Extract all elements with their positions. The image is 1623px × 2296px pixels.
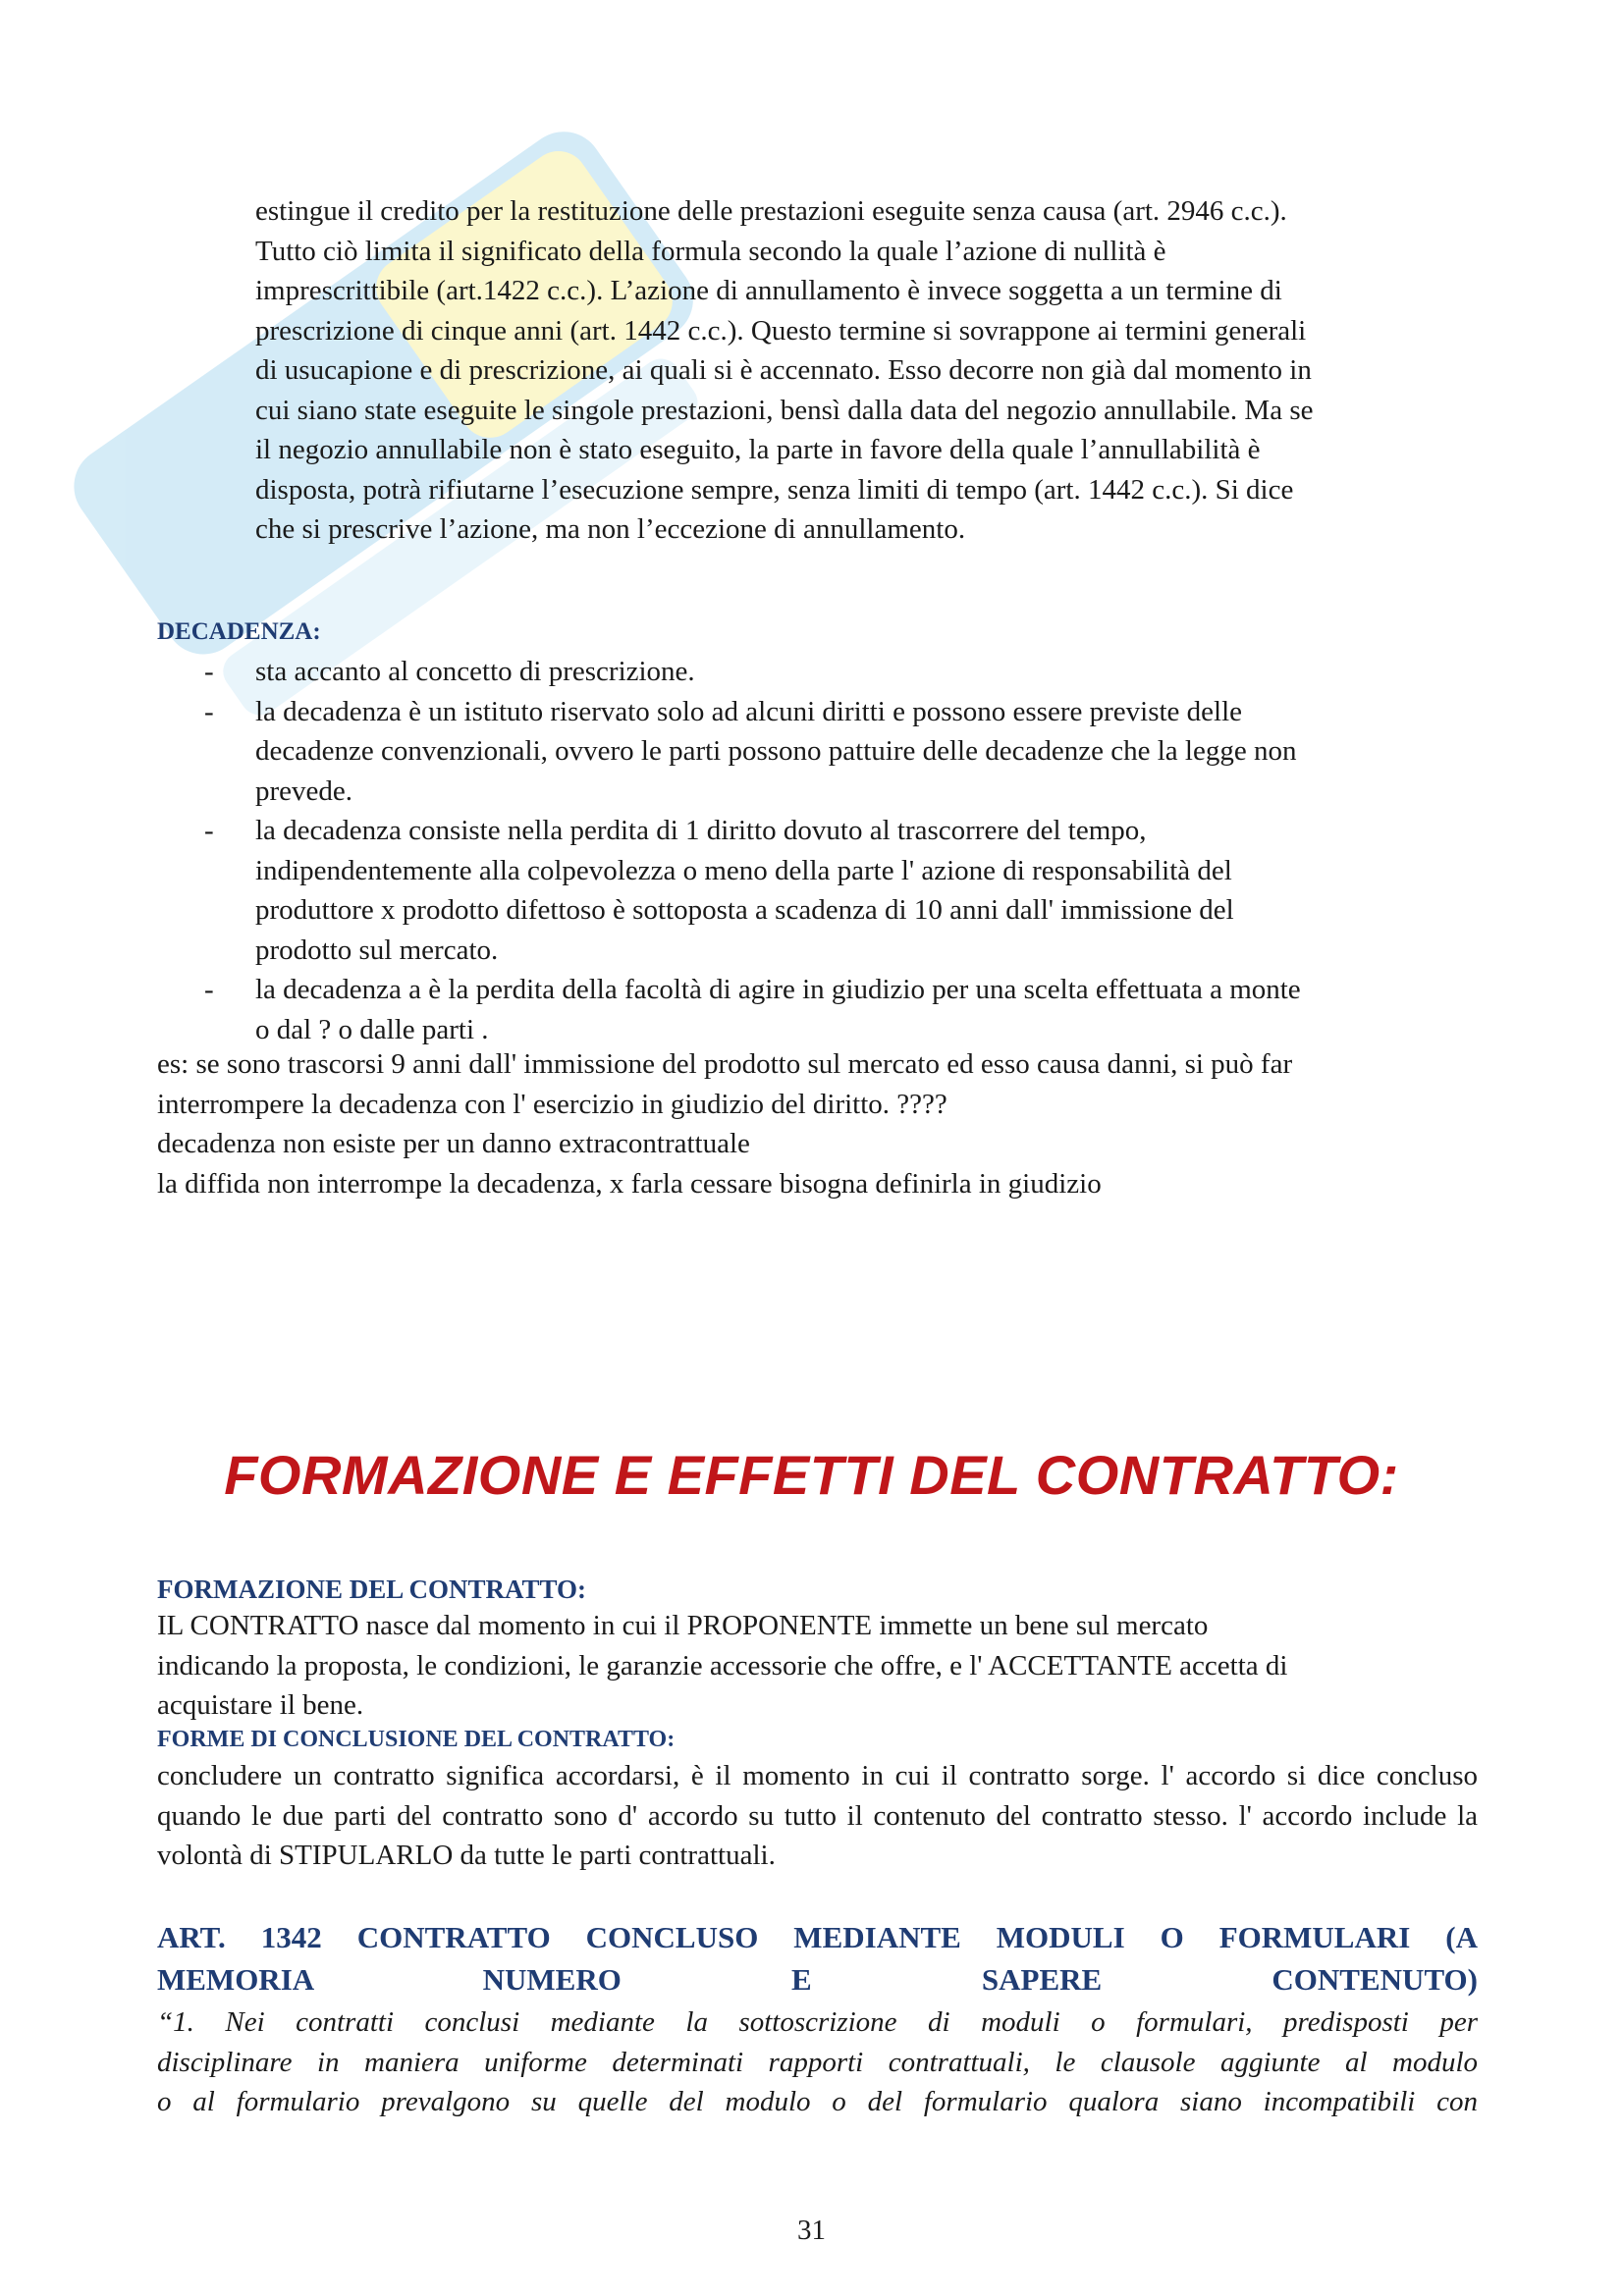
- text-line: decadenza non esiste per un danno extracontrattuale: [157, 1128, 750, 1159]
- text-line: produttore x prodotto difettoso è sottoposta a scadenza di 10 anni dall' immissione del: [255, 894, 1234, 926]
- text-line: interrompere la decadenza con l' esercizio in giudizio del diritto. ????: [157, 1088, 947, 1120]
- bullet-item: [157, 652, 1492, 692]
- bullet-dash: -: [204, 656, 214, 687]
- text-line: cui siano state eseguite le singole prestazioni, bensì dalla data del negozio annullabile. Ma se: [255, 394, 1314, 426]
- text-line: o al formulario prevalgono su quelle del modulo o del formulario qualora siano incompatibili con: [157, 2086, 1478, 2117]
- text-line: disciplinare in maniera uniforme determinati rapporti contrattuali, le clausole aggiunte al modulo: [157, 2046, 1478, 2078]
- text-line: MEMORIA NUMERO E SAPERE CONTENUTO): [157, 1962, 1478, 1997]
- text-line: prodotto sul mercato.: [255, 934, 499, 966]
- intro-paragraph: [255, 191, 1473, 550]
- text-line: la decadenza è un istituto riservato solo ad alcuni diritti e possono essere previste delle: [255, 695, 1243, 727]
- text-line: la diffida non interrompe la decadenza, x farla cessare bisogna definirla in giudizio: [157, 1167, 1102, 1200]
- text-line: sta accanto al concetto di prescrizione.: [255, 656, 695, 687]
- formazione-paragraph: [157, 1606, 1492, 1726]
- bullet-item: [157, 811, 1492, 970]
- text-line: la decadenza consiste nella perdita di 1 diritto dovuto al trascorrere del tempo,: [255, 815, 1147, 846]
- text-line: disposta, potrà rifiutarne l’esecuzione sempre, senza limiti di tempo (art. 1442 c.c.). Si dice: [255, 473, 1294, 506]
- text-line: acquistare il bene.: [157, 1689, 364, 1721]
- bullet-dash: -: [204, 974, 214, 1005]
- text-line: Tutto ciò limita il significato della formula secondo la quale l’azione di nullità è: [255, 235, 1166, 267]
- text-line: la decadenza a è la perdita della facoltà di agire in giudizio per una scelta effettuata a monte: [255, 974, 1301, 1005]
- forme-heading: FORME DI CONCLUSIONE DEL CONTRATTO:: [157, 1727, 676, 1752]
- text-line: es: se sono trascorsi 9 anni dall' immissione del prodotto sul mercato ed esso causa danni, si può far: [157, 1048, 1293, 1080]
- text-line: di usucapione e di prescrizione, ai quali si è accennato. Esso decorre non già dal momento in: [255, 354, 1312, 386]
- text-line: “1. Nei contratti conclusi mediante la sottoscrizione di moduli o formulari, predisposti per: [157, 2006, 1478, 2038]
- text-line: che si prescrive l’azione, ma non l’eccezione di annullamento.: [255, 513, 966, 545]
- text-line: indipendentemente alla colpevolezza o meno della parte l' azione di responsabilità del: [255, 854, 1232, 886]
- text-line: il negozio annullabile non è stato eseguito, la parte in favore della quale l’annullabilità è: [255, 434, 1261, 465]
- bullet-item: [157, 970, 1492, 1049]
- text-line: estingue il credito per la restituzione delle prestazioni eseguite senza causa (art. 2946 c.c.).: [255, 195, 1287, 227]
- formazione-heading: FORMAZIONE DEL CONTRATTO:: [157, 1575, 587, 1604]
- page-number: 31: [797, 2215, 826, 2246]
- text-line: o dal ? o dalle parti .: [255, 1013, 489, 1045]
- text-line: indicando la proposta, le condizioni, le garanzie accessorie che offre, e l' ACCETTANTE accetta di: [157, 1649, 1288, 1682]
- decadenza-heading: DECADENZA:: [157, 618, 321, 645]
- forme-paragraph: concludere un contratto significa accordarsi, è il momento in cui il contratto sorge. l' accordo si dice concluso quando le due parti del contratto sono d' accordo su tutto il contenuto del contratto stesso. l' accordo include la volontà di STIPULARLO da tutte le parti contrattuali.: [157, 1760, 1478, 1871]
- bullet-dash: -: [204, 815, 214, 846]
- text-line: prevede.: [255, 774, 353, 807]
- decadenza-notes: [157, 1044, 1492, 1203]
- text-line: decadenze convenzionali, ovvero le parti possono pattuire delle decadenze che la legge non: [255, 735, 1297, 767]
- decadenza-bullet-list: [157, 652, 1492, 1049]
- article-1342-quote: [157, 2002, 1478, 2122]
- text-line: imprescrittibile (art.1422 c.c.). L’azione di annullamento è invece soggetta a un termine di: [255, 275, 1282, 306]
- bullet-item: [157, 692, 1492, 812]
- article-1342-title: [157, 1916, 1478, 2001]
- text-line: prescrizione di cinque anni (art. 1442 c.c.). Questo termine si sovrappone ai termini generali: [255, 314, 1307, 347]
- text-line: IL CONTRATTO nasce dal momento in cui il PROPONENTE immette un bene sul mercato: [157, 1610, 1209, 1641]
- main-section-title: FORMAZIONE E EFFETTI DEL CONTRATTO:: [224, 1444, 1399, 1506]
- text-line: ART. 1342 CONTRATTO CONCLUSO MEDIANTE MODULI O FORMULARI (A: [157, 1920, 1478, 1954]
- bullet-dash: -: [204, 695, 214, 727]
